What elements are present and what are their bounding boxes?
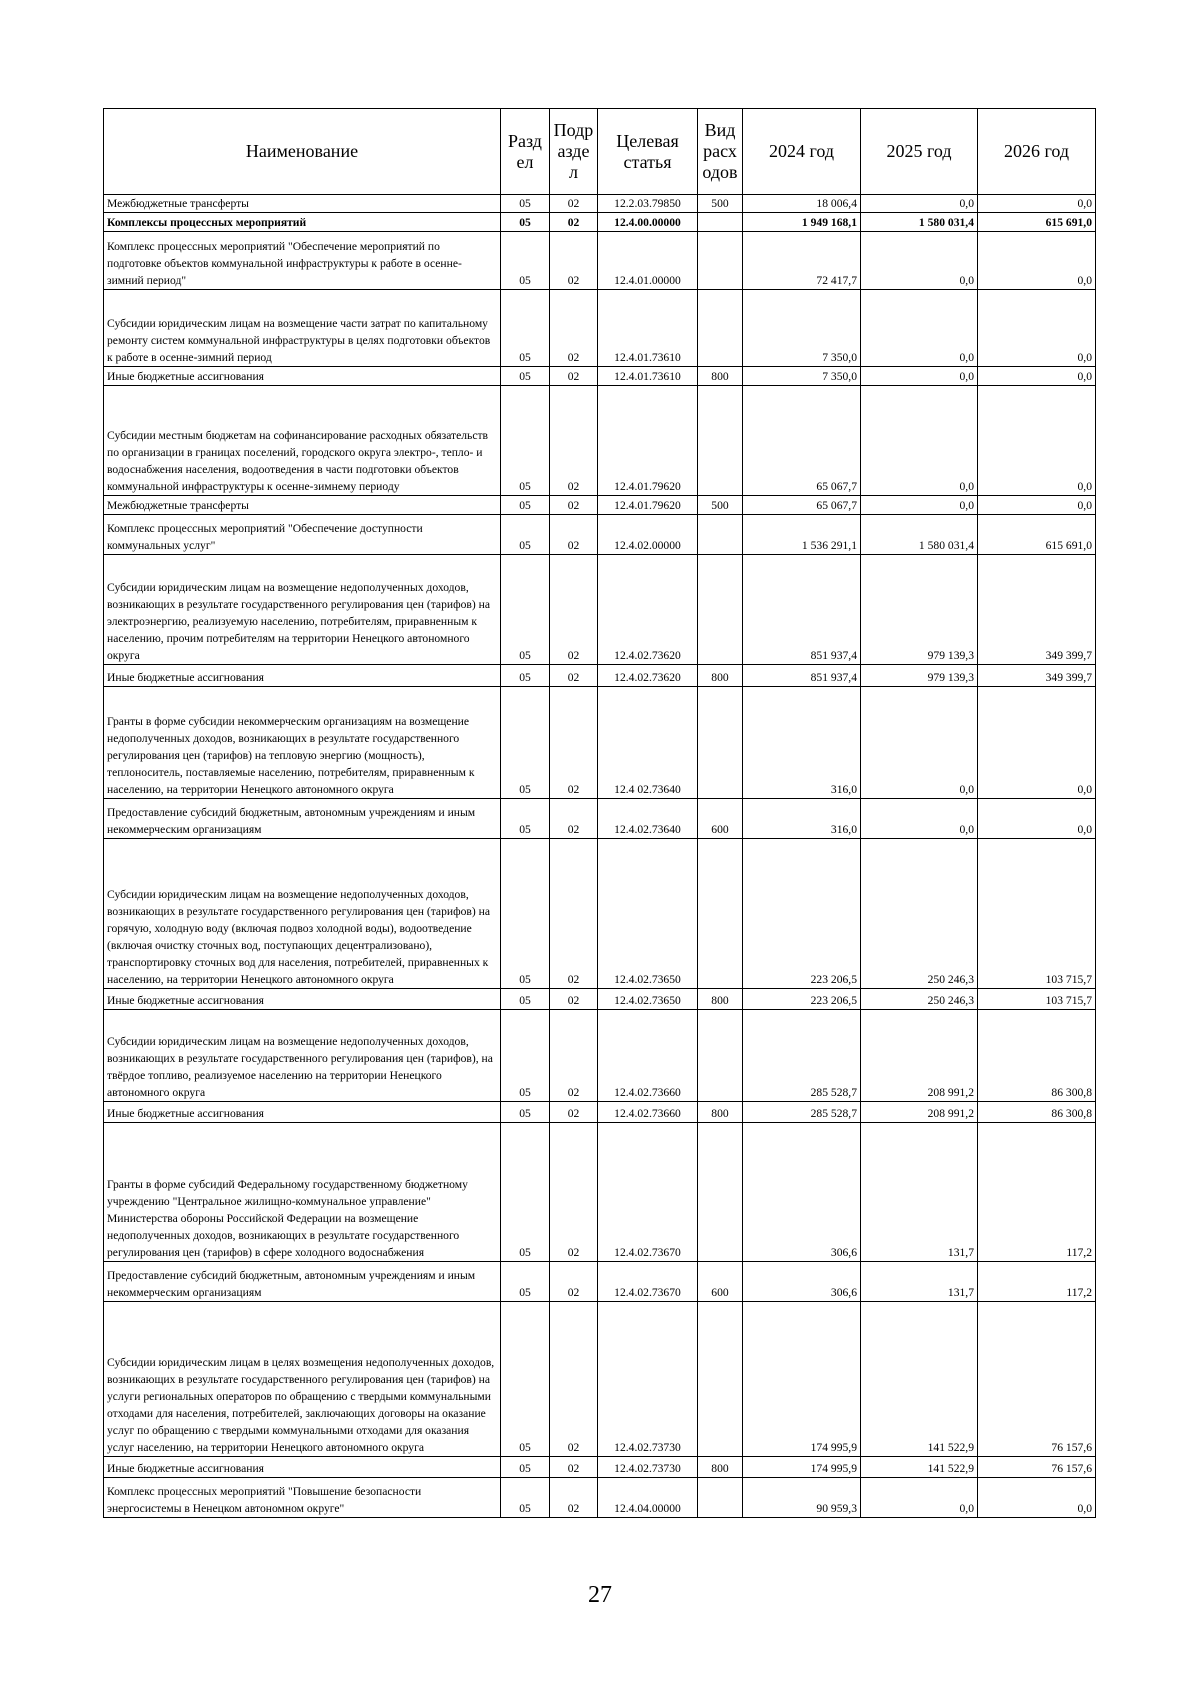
row-name: Субсидии юридическим лицам на возмещение недополученных доходов, возникающих в результате государственного регулирования цен (тарифов) на электроэнергию, реализуемую населению, потребителям, приравненным к населению, прочим потребителям на территории Ненецкого автономного округа xyxy=(104,555,501,665)
row-podrazdel: 02 xyxy=(550,232,598,290)
row-2026: 0,0 xyxy=(978,687,1096,799)
row-target: 12.4.04.00000 xyxy=(598,1478,698,1518)
row-2025: 979 139,3 xyxy=(861,665,978,687)
header-podrazdel: Подр азде л xyxy=(550,109,598,195)
row-target: 12.4.02.73730 xyxy=(598,1457,698,1478)
row-2024: 306,6 xyxy=(743,1262,861,1302)
row-podrazdel: 02 xyxy=(550,687,598,799)
row-target: 12.4.02.73670 xyxy=(598,1262,698,1302)
row-name: Субсидии юридическим лицам в целях возмещения недополученных доходов, возникающих в результате государственного регулирования цен (тарифов) на услуги региональных операторов по обращению с твердыми коммунальными отходами для населения, потребителей, заключающих договоры на оказание услуг по обращению с твердыми коммунальными отходами для оказания услуг населению, на территории Ненецкого автономного округа xyxy=(104,1302,501,1457)
row-2024: 174 995,9 xyxy=(743,1302,861,1457)
header-vid: Вид расх одов xyxy=(698,109,743,195)
row-vid xyxy=(698,1123,743,1262)
row-podrazdel: 02 xyxy=(550,290,598,367)
row-podrazdel: 02 xyxy=(550,665,598,687)
row-target: 12.4.01.00000 xyxy=(598,232,698,290)
row-razdel: 05 xyxy=(501,367,550,386)
row-vid: 500 xyxy=(698,195,743,213)
row-2025: 0,0 xyxy=(861,1478,978,1518)
row-podrazdel: 02 xyxy=(550,799,598,839)
table-body xyxy=(104,195,1096,1518)
row-podrazdel: 02 xyxy=(550,496,598,515)
table-row xyxy=(104,515,1096,555)
row-target: 12.4.02.73650 xyxy=(598,989,698,1010)
table-row xyxy=(104,555,1096,665)
row-podrazdel: 02 xyxy=(550,1457,598,1478)
row-target: 12.4.02.73640 xyxy=(598,799,698,839)
row-2026: 86 300,8 xyxy=(978,1102,1096,1123)
row-target: 12.4.01.79620 xyxy=(598,496,698,515)
row-razdel: 05 xyxy=(501,799,550,839)
header-name: Наименование xyxy=(104,109,501,195)
row-vid xyxy=(698,515,743,555)
row-vid: 800 xyxy=(698,1102,743,1123)
row-2026: 76 157,6 xyxy=(978,1302,1096,1457)
row-vid xyxy=(698,386,743,496)
row-2025: 131,7 xyxy=(861,1262,978,1302)
row-2025: 208 991,2 xyxy=(861,1010,978,1102)
row-name: Иные бюджетные ассигнования xyxy=(104,1457,501,1478)
row-target: 12.4.01.73610 xyxy=(598,290,698,367)
row-2026: 76 157,6 xyxy=(978,1457,1096,1478)
row-podrazdel: 02 xyxy=(550,1302,598,1457)
row-name: Субсидии юридическим лицам на возмещение недополученных доходов, возникающих в результате государственного регулирования цен (тарифов), на твёрдое топливо, реализуемое населению на территории Ненецкого автономного округа xyxy=(104,1010,501,1102)
row-vid: 500 xyxy=(698,496,743,515)
row-2025: 1 580 031,4 xyxy=(861,213,978,232)
header-2024: 2024 год xyxy=(743,109,861,195)
budget-table xyxy=(103,108,1096,1518)
table-row xyxy=(104,213,1096,232)
row-razdel: 05 xyxy=(501,195,550,213)
row-2024: 223 206,5 xyxy=(743,989,861,1010)
row-vid xyxy=(698,687,743,799)
row-razdel: 05 xyxy=(501,989,550,1010)
row-name: Гранты в форме субсидии некоммерческим организациям на возмещение недополученных доходов, возникающих в результате государственного регулирования цен (тарифов) на тепловую энергию (мощность), теплоноситель, поставляемые населению, потребителям, приравненным к населению, на территории Ненецкого автономного округа xyxy=(104,687,501,799)
table-row xyxy=(104,290,1096,367)
row-2025: 131,7 xyxy=(861,1123,978,1262)
row-name: Субсидии юридическим лицам на возмещение недополученных доходов, возникающих в результате государственного регулирования цен (тарифов) на горячую, холодную воду (включая подвоз холодной воды), водоотведение (включая очистку сточных вод, поступающих децентрализовано), транспортировку сточных вод для населения, потребителей, приравненных к населению, на территории Ненецкого автономного округа xyxy=(104,839,501,989)
row-razdel: 05 xyxy=(501,1478,550,1518)
row-2024: 316,0 xyxy=(743,687,861,799)
row-name: Комплекс процессных мероприятий "Обеспечение мероприятий по подготовке объектов коммунальной инфраструктуры к работе в осенне-зимний период" xyxy=(104,232,501,290)
row-razdel: 05 xyxy=(501,1102,550,1123)
row-target: 12.2.03.79850 xyxy=(598,195,698,213)
row-vid: 600 xyxy=(698,1262,743,1302)
row-name: Субсидии юридическим лицам на возмещение части затрат по капитальному ремонту систем коммунальной инфраструктуры в целях подготовки объектов к работе в осенне-зимний период xyxy=(104,290,501,367)
row-vid xyxy=(698,839,743,989)
row-razdel: 05 xyxy=(501,213,550,232)
row-2024: 1 949 168,1 xyxy=(743,213,861,232)
table-row xyxy=(104,1010,1096,1102)
row-2024: 72 417,7 xyxy=(743,232,861,290)
table-row xyxy=(104,1262,1096,1302)
row-name: Предоставление субсидий бюджетным, автономным учреждениям и иным некоммерческим организациям xyxy=(104,1262,501,1302)
row-target: 12.4.02.73670 xyxy=(598,1123,698,1262)
header-target: Целевая статья xyxy=(598,109,698,195)
row-podrazdel: 02 xyxy=(550,386,598,496)
header-row xyxy=(104,109,1096,195)
row-2026: 349 399,7 xyxy=(978,665,1096,687)
row-2024: 1 536 291,1 xyxy=(743,515,861,555)
row-2024: 851 937,4 xyxy=(743,665,861,687)
row-vid: 600 xyxy=(698,799,743,839)
row-vid xyxy=(698,213,743,232)
table-row xyxy=(104,799,1096,839)
header-razdel: Разд ел xyxy=(501,109,550,195)
row-name: Комплекс процессных мероприятий "Обеспечение доступности коммунальных услуг" xyxy=(104,515,501,555)
row-2025: 1 580 031,4 xyxy=(861,515,978,555)
table-row xyxy=(104,839,1096,989)
header-2025: 2025 год xyxy=(861,109,978,195)
row-2025: 0,0 xyxy=(861,496,978,515)
row-2026: 0,0 xyxy=(978,195,1096,213)
row-vid xyxy=(698,1302,743,1457)
row-2026: 349 399,7 xyxy=(978,555,1096,665)
row-target: 12.4.02.73650 xyxy=(598,839,698,989)
row-2025: 141 522,9 xyxy=(861,1457,978,1478)
table-row xyxy=(104,232,1096,290)
row-2024: 316,0 xyxy=(743,799,861,839)
row-2026: 615 691,0 xyxy=(978,515,1096,555)
row-name: Иные бюджетные ассигнования xyxy=(104,665,501,687)
row-podrazdel: 02 xyxy=(550,1102,598,1123)
row-name: Межбюджетные трансферты xyxy=(104,496,501,515)
row-2026: 0,0 xyxy=(978,1478,1096,1518)
row-2025: 0,0 xyxy=(861,687,978,799)
row-razdel: 05 xyxy=(501,1457,550,1478)
row-vid xyxy=(698,1478,743,1518)
row-razdel: 05 xyxy=(501,687,550,799)
row-2024: 90 959,3 xyxy=(743,1478,861,1518)
row-vid: 800 xyxy=(698,367,743,386)
row-2025: 141 522,9 xyxy=(861,1302,978,1457)
row-2025: 208 991,2 xyxy=(861,1102,978,1123)
row-razdel: 05 xyxy=(501,386,550,496)
row-2024: 7 350,0 xyxy=(743,290,861,367)
row-razdel: 05 xyxy=(501,515,550,555)
row-podrazdel: 02 xyxy=(550,1010,598,1102)
row-target: 12.4 02.73640 xyxy=(598,687,698,799)
row-2025: 0,0 xyxy=(861,290,978,367)
row-target: 12.4.00.00000 xyxy=(598,213,698,232)
row-2025: 250 246,3 xyxy=(861,989,978,1010)
row-vid: 800 xyxy=(698,989,743,1010)
row-2026: 117,2 xyxy=(978,1262,1096,1302)
row-2025: 0,0 xyxy=(861,386,978,496)
row-2024: 851 937,4 xyxy=(743,555,861,665)
row-2025: 0,0 xyxy=(861,367,978,386)
table-row xyxy=(104,496,1096,515)
row-name: Иные бюджетные ассигнования xyxy=(104,1102,501,1123)
row-razdel: 05 xyxy=(501,1123,550,1262)
row-2026: 615 691,0 xyxy=(978,213,1096,232)
row-target: 12.4.01.73610 xyxy=(598,367,698,386)
row-razdel: 05 xyxy=(501,1262,550,1302)
row-2026: 0,0 xyxy=(978,496,1096,515)
row-2026: 103 715,7 xyxy=(978,839,1096,989)
row-2025: 0,0 xyxy=(861,799,978,839)
row-name: Иные бюджетные ассигнования xyxy=(104,367,501,386)
row-name: Предоставление субсидий бюджетным, автономным учреждениям и иным некоммерческим организациям xyxy=(104,799,501,839)
page-number: 27 xyxy=(588,1582,612,1608)
row-vid: 800 xyxy=(698,665,743,687)
row-vid xyxy=(698,1010,743,1102)
header-2026: 2026 год xyxy=(978,109,1096,195)
row-target: 12.4.02.73660 xyxy=(598,1010,698,1102)
row-2026: 0,0 xyxy=(978,232,1096,290)
table-row xyxy=(104,1478,1096,1518)
row-2026: 117,2 xyxy=(978,1123,1096,1262)
row-podrazdel: 02 xyxy=(550,1478,598,1518)
row-vid xyxy=(698,232,743,290)
table-row xyxy=(104,989,1096,1010)
row-target: 12.4.01.79620 xyxy=(598,386,698,496)
row-2026: 86 300,8 xyxy=(978,1010,1096,1102)
row-razdel: 05 xyxy=(501,290,550,367)
table-row xyxy=(104,195,1096,213)
row-podrazdel: 02 xyxy=(550,839,598,989)
row-razdel: 05 xyxy=(501,665,550,687)
row-2026: 0,0 xyxy=(978,799,1096,839)
row-name: Комплекс процессных мероприятий "Повышение безопасности энергосистемы в Ненецком автономном округе" xyxy=(104,1478,501,1518)
row-target: 12.4.02.73660 xyxy=(598,1102,698,1123)
row-2025: 979 139,3 xyxy=(861,555,978,665)
row-2026: 0,0 xyxy=(978,367,1096,386)
row-name: Субсидии местным бюджетам на софинансирование расходных обязательств по организации в границах поселений, городского округа электро-, тепло- и водоснабжения населения, водоотведения в части подготовки объектов коммунальной инфраструктуры к осенне-зимнему периоду xyxy=(104,386,501,496)
row-razdel: 05 xyxy=(501,839,550,989)
row-2026: 0,0 xyxy=(978,386,1096,496)
table-row xyxy=(104,687,1096,799)
row-name: Гранты в форме субсидий Федеральному государственному бюджетному учреждению "Центральное жилищно-коммунальное управление" Министерства обороны Российской Федерации на возмещение недополученных доходов, возникающих в результате государственного регулирования цен (тарифов) в сфере холодного водоснабжения xyxy=(104,1123,501,1262)
row-2024: 65 067,7 xyxy=(743,496,861,515)
row-podrazdel: 02 xyxy=(550,1262,598,1302)
row-vid xyxy=(698,555,743,665)
row-2024: 306,6 xyxy=(743,1123,861,1262)
row-target: 12.4.02.73620 xyxy=(598,665,698,687)
row-name: Иные бюджетные ассигнования xyxy=(104,989,501,1010)
row-vid xyxy=(698,290,743,367)
row-razdel: 05 xyxy=(501,232,550,290)
row-2024: 174 995,9 xyxy=(743,1457,861,1478)
row-vid: 800 xyxy=(698,1457,743,1478)
row-2026: 0,0 xyxy=(978,290,1096,367)
row-name: Комплексы процессных мероприятий xyxy=(104,213,501,232)
row-2024: 65 067,7 xyxy=(743,386,861,496)
row-target: 12.4.02.73730 xyxy=(598,1302,698,1457)
table-row xyxy=(104,367,1096,386)
row-2024: 285 528,7 xyxy=(743,1102,861,1123)
row-razdel: 05 xyxy=(501,555,550,665)
row-podrazdel: 02 xyxy=(550,515,598,555)
row-podrazdel: 02 xyxy=(550,989,598,1010)
table-row xyxy=(104,665,1096,687)
row-2026: 103 715,7 xyxy=(978,989,1096,1010)
row-target: 12.4.02.00000 xyxy=(598,515,698,555)
row-2024: 7 350,0 xyxy=(743,367,861,386)
table-row xyxy=(104,386,1096,496)
table-row xyxy=(104,1457,1096,1478)
row-podrazdel: 02 xyxy=(550,195,598,213)
row-2024: 285 528,7 xyxy=(743,1010,861,1102)
row-2025: 0,0 xyxy=(861,232,978,290)
table-row xyxy=(104,1123,1096,1262)
row-razdel: 05 xyxy=(501,1302,550,1457)
row-podrazdel: 02 xyxy=(550,1123,598,1262)
row-2024: 18 006,4 xyxy=(743,195,861,213)
row-target: 12.4.02.73620 xyxy=(598,555,698,665)
row-podrazdel: 02 xyxy=(550,213,598,232)
row-podrazdel: 02 xyxy=(550,555,598,665)
table-row xyxy=(104,1302,1096,1457)
row-razdel: 05 xyxy=(501,496,550,515)
row-2024: 223 206,5 xyxy=(743,839,861,989)
table-row xyxy=(104,1102,1096,1123)
row-2025: 250 246,3 xyxy=(861,839,978,989)
row-2025: 0,0 xyxy=(861,195,978,213)
row-podrazdel: 02 xyxy=(550,367,598,386)
row-name: Межбюджетные трансферты xyxy=(104,195,501,213)
row-razdel: 05 xyxy=(501,1010,550,1102)
